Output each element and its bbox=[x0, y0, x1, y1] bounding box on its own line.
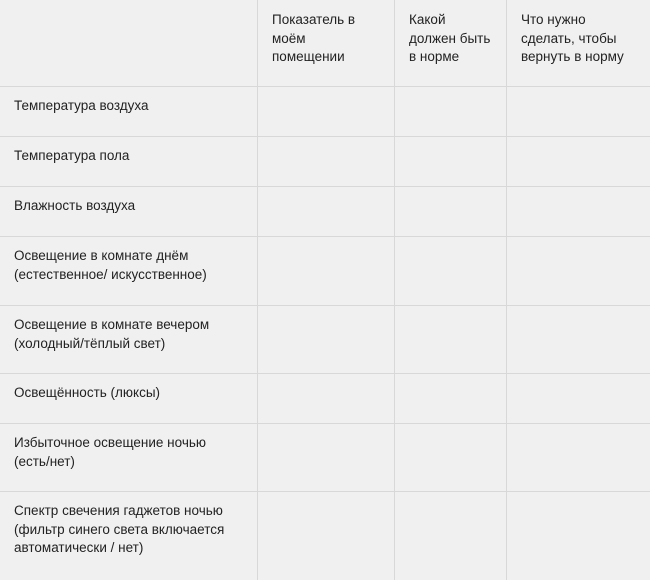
row-label-air-temperature: Температура воздуха bbox=[0, 87, 258, 137]
table-cell[interactable] bbox=[507, 424, 650, 492]
table-cell[interactable] bbox=[258, 87, 395, 137]
table-cell[interactable] bbox=[507, 187, 650, 237]
table-cell[interactable] bbox=[258, 306, 395, 374]
table-cell[interactable] bbox=[395, 187, 507, 237]
table-cell[interactable] bbox=[395, 374, 507, 424]
table-cell[interactable] bbox=[258, 492, 395, 580]
table-cell[interactable] bbox=[507, 137, 650, 187]
row-label-air-humidity: Влажность воздуха bbox=[0, 187, 258, 237]
row-label-daytime-lighting: Освещение в комнате днём (естественное/ искусственное) bbox=[0, 237, 258, 306]
table-cell[interactable] bbox=[507, 87, 650, 137]
row-label-gadget-spectrum: Спектр свечения гаджетов ночью (фильтр синего света включается автоматически / нет) bbox=[0, 492, 258, 580]
table-cell[interactable] bbox=[258, 137, 395, 187]
row-label-evening-lighting: Освещение в комнате вечером (холодный/тёплый свет) bbox=[0, 306, 258, 374]
row-label-excess-night-lighting: Избыточное освещение ночью (есть/нет) bbox=[0, 424, 258, 492]
table-cell[interactable] bbox=[395, 306, 507, 374]
row-label-floor-temperature: Температура пола bbox=[0, 137, 258, 187]
table-cell[interactable] bbox=[395, 137, 507, 187]
table-cell[interactable] bbox=[507, 492, 650, 580]
header-cell-action-needed: Что нужно сделать, чтобы вернуть в норму bbox=[507, 0, 650, 87]
table-cell[interactable] bbox=[258, 424, 395, 492]
table-cell[interactable] bbox=[395, 87, 507, 137]
row-label-illuminance-lux: Освещённость (люксы) bbox=[0, 374, 258, 424]
header-cell-my-room-value: Показатель в моём помещении bbox=[258, 0, 395, 87]
table-cell[interactable] bbox=[258, 374, 395, 424]
table-cell[interactable] bbox=[507, 306, 650, 374]
table-cell[interactable] bbox=[507, 374, 650, 424]
table-cell[interactable] bbox=[395, 492, 507, 580]
header-cell-norm-value: Какой должен быть в норме bbox=[395, 0, 507, 87]
header-cell-empty bbox=[0, 0, 258, 87]
table-cell[interactable] bbox=[395, 237, 507, 306]
table-cell[interactable] bbox=[507, 237, 650, 306]
table-cell[interactable] bbox=[395, 424, 507, 492]
table-cell[interactable] bbox=[258, 237, 395, 306]
table-cell[interactable] bbox=[258, 187, 395, 237]
